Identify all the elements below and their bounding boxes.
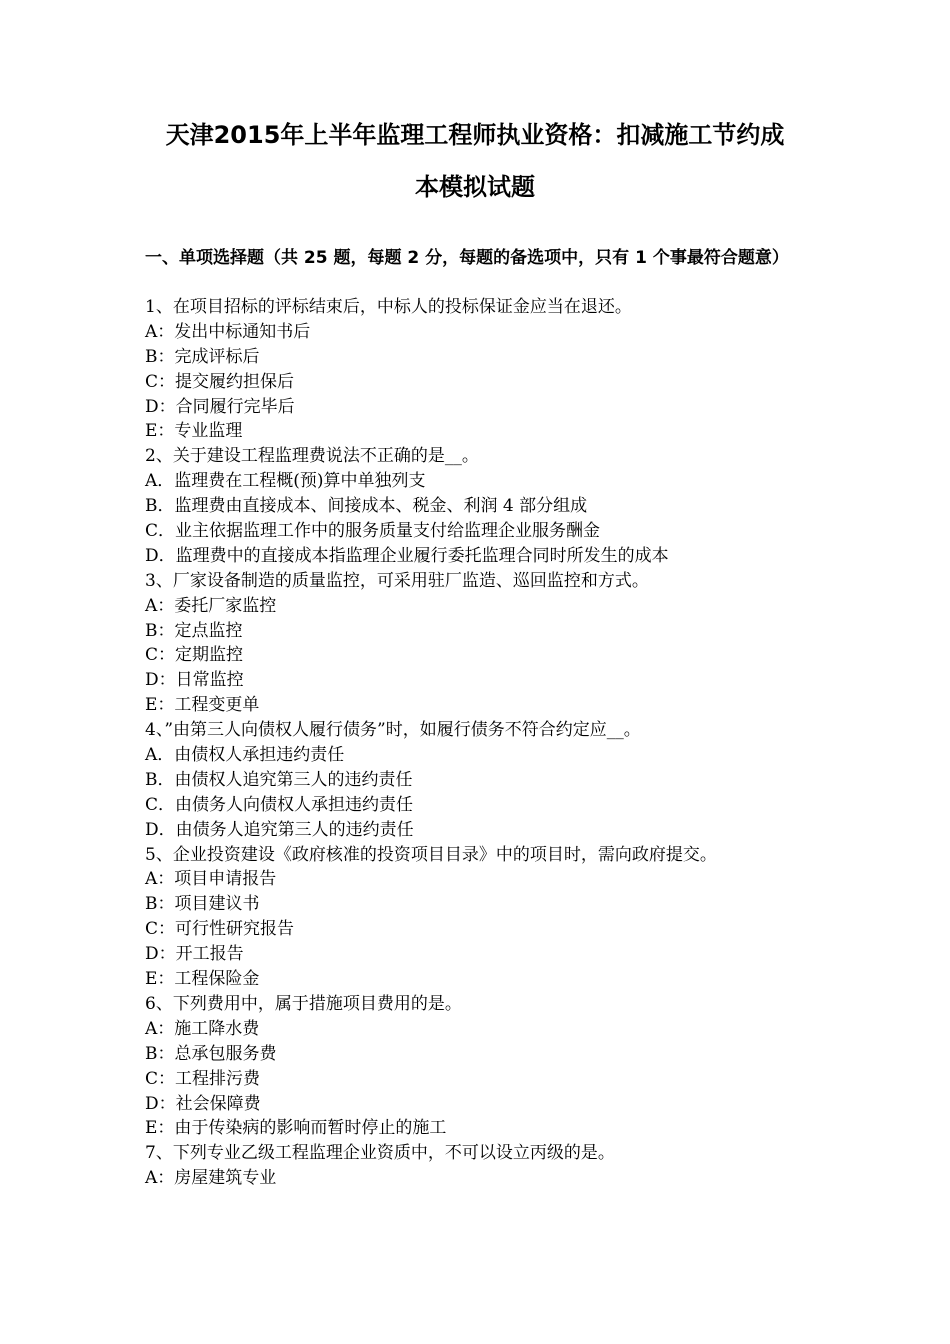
document-title-line-2: 本模拟试题 [415, 173, 535, 201]
question-option: C：可行性研究报告 [145, 919, 295, 940]
question-list [145, 295, 825, 1191]
question-option: A：施工降水费 [145, 1018, 260, 1039]
question-option: B：定点监控 [145, 620, 243, 641]
section-heading: 一、单项选择题（共 25 题，每题 2 分，每题的备选项中，只有 1 个事最符合题意） [145, 248, 789, 268]
question-option: B．监理费由直接成本、间接成本、税金、利润 4 部分组成 [145, 496, 588, 517]
question-option: A：项目申请报告 [145, 869, 277, 890]
question-stem: 1、在项目招标的评标结束后，中标人的投标保证金应当在退还。 [145, 297, 632, 317]
question-option: C．由债务人向债权人承担违约责任 [145, 794, 414, 815]
question-option: E：工程保险金 [145, 969, 260, 990]
question-option: B．由债权人追究第三人的违约责任 [145, 769, 413, 790]
question-option: E：专业监理 [145, 421, 243, 442]
question-option: D：合同履行完毕后 [145, 396, 295, 417]
question-stem: 4、”由第三人向债权人履行债务”时，如履行债务不符合约定应__。 [145, 720, 641, 741]
question-option: C：工程排污费 [145, 1068, 261, 1089]
question-option: E：由于传染病的影响而暂时停止的施工 [145, 1118, 447, 1139]
question-stem: 5、企业投资建设《政府核准的投资项目目录》中的项目时，需向政府提交。 [145, 844, 717, 865]
question-stem: 6、下列费用中，属于措施项目费用的是。 [145, 993, 462, 1014]
question-option: B：总承包服务费 [145, 1043, 277, 1064]
question-stem: 7、下列专业乙级工程监理企业资质中，不可以设立丙级的是。 [145, 1143, 615, 1164]
question-option: A：房屋建筑专业 [145, 1168, 277, 1189]
question-option: D：日常监控 [145, 670, 244, 691]
question-option: B：完成评标后 [145, 346, 260, 367]
question-option: E：工程变更单 [145, 695, 260, 716]
question-option: A：委托厂家监控 [145, 595, 277, 616]
question-option: A：发出中标通知书后 [145, 321, 311, 342]
question-option: C：提交履约担保后 [145, 371, 295, 392]
question-option: D．监理费中的直接成本指监理企业履行委托监理合同时所发生的成本 [145, 545, 669, 566]
question-option: D：开工报告 [145, 944, 244, 965]
question-option: D．由债务人追究第三人的违约责任 [145, 819, 414, 840]
question-option: A．由债权人承担违约责任 [145, 745, 345, 766]
question-option: B：项目建议书 [145, 894, 260, 915]
question-option: D：社会保障费 [145, 1093, 261, 1114]
question-option: C．业主依据监理工作中的服务质量支付给监理企业服务酬金 [145, 521, 601, 542]
document-title-line-1: 天津2015年上半年监理工程师执业资格：扣减施工节约成 [165, 121, 785, 149]
question-stem: 2、关于建设工程监理费说法不正确的是__。 [145, 446, 479, 467]
question-stem: 3、厂家设备制造的质量监控，可采用驻厂监造、巡回监控和方式。 [145, 570, 649, 591]
question-option: C：定期监控 [145, 645, 244, 666]
question-option: A．监理费在工程概(预)算中单独列支 [145, 471, 426, 492]
